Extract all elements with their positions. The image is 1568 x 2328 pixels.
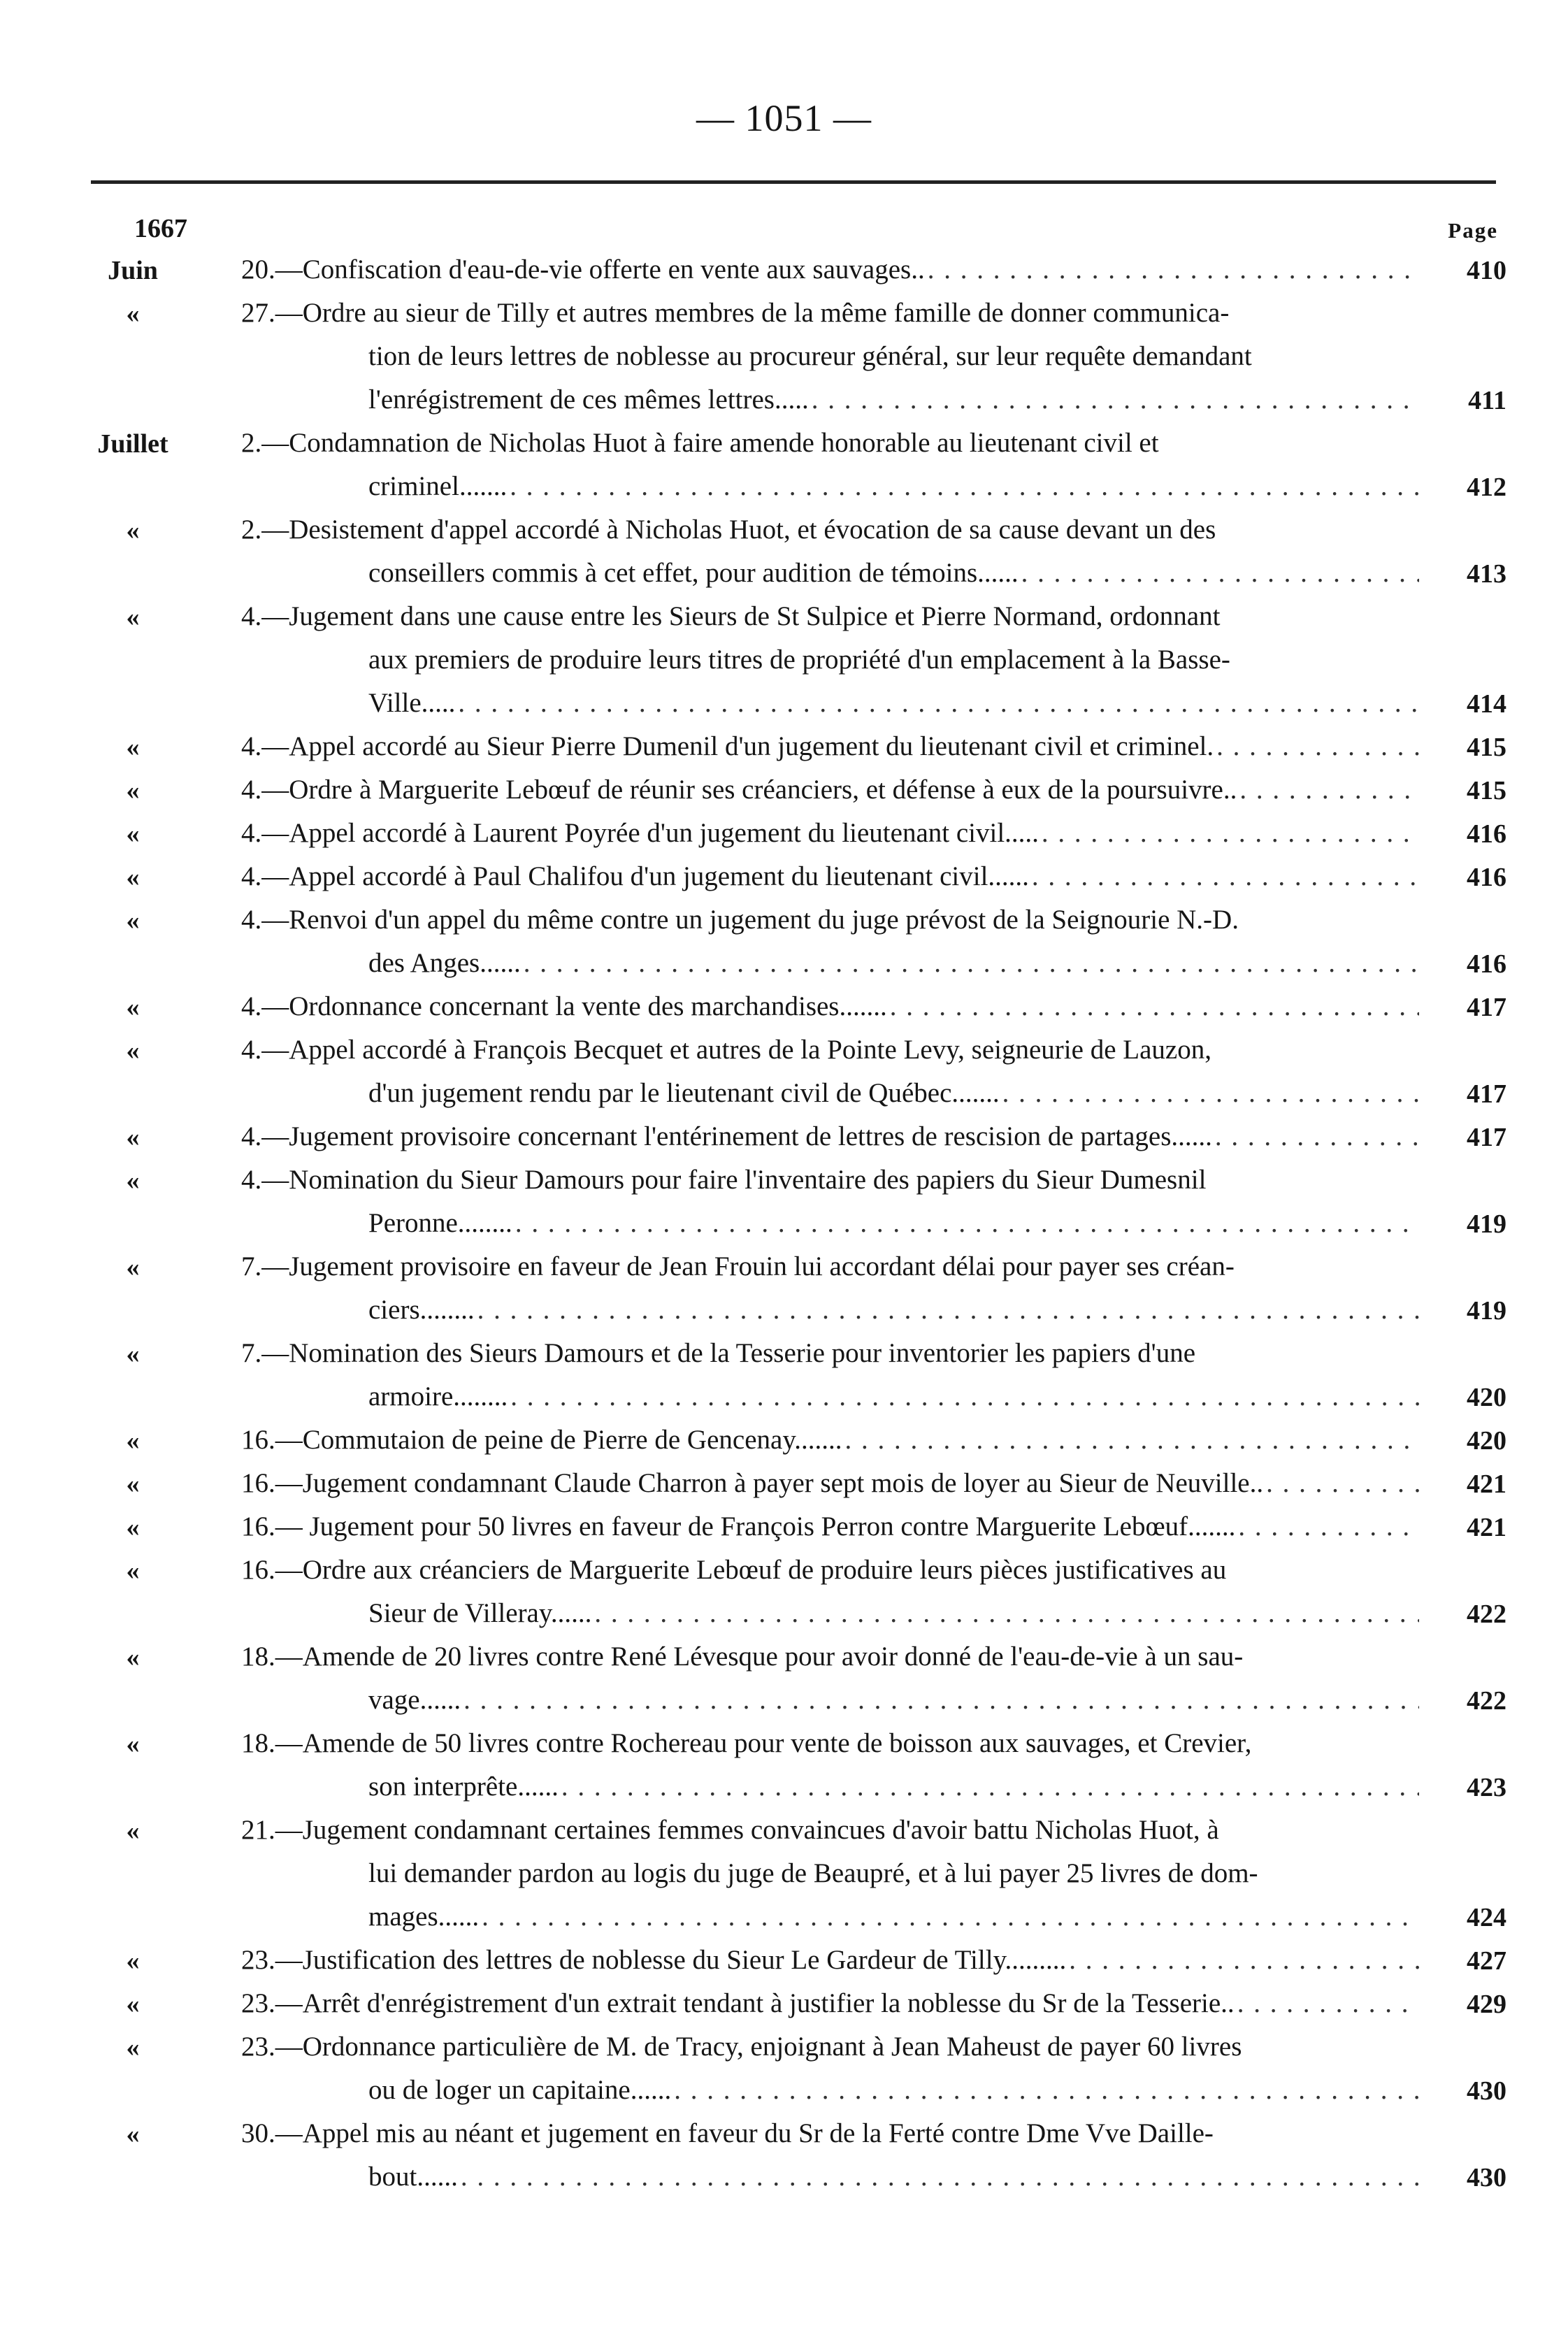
entry-page-number: 421 — [1467, 1470, 1506, 1499]
entry-text-line: 7.—Jugement provisoire en faveur de Jean Frouin lui accordant délai pour payer ses créan- — [241, 1251, 1235, 1281]
leader-dots — [1002, 1072, 1419, 1115]
entry-description — [241, 292, 1419, 422]
leader-dots — [515, 1202, 1419, 1245]
entry-month: « — [126, 1253, 140, 1282]
leader-dots — [1021, 552, 1419, 595]
leader-dots — [524, 942, 1419, 985]
entry-month: « — [126, 1946, 140, 1976]
entry-page-number: 420 — [1467, 1426, 1506, 1456]
leader-dots — [477, 1288, 1419, 1332]
entry-month: « — [126, 733, 140, 762]
entry-month: « — [126, 1339, 140, 1369]
header-rule — [91, 180, 1496, 184]
leader-dots — [890, 985, 1419, 1028]
entry-description — [241, 1549, 1419, 1635]
entry-page-number: 417 — [1467, 1079, 1506, 1109]
entry-text-line: tion de leurs lettres de noblesse au procureur général, sur leur requête demandant — [368, 341, 1252, 371]
entry-text-line: 16.— Jugement pour 50 livres en faveur de François Perron contre Marguerite Lebœuf....... — [241, 1511, 1236, 1542]
entry-description — [241, 1505, 1419, 1549]
entry-text-line: criminel....... — [368, 471, 508, 501]
entry-description — [241, 1939, 1419, 1982]
leader-dots — [482, 1895, 1419, 1939]
leader-dots — [674, 2069, 1419, 2112]
entry-month: « — [126, 1643, 140, 1672]
entry-description — [241, 1462, 1419, 1505]
entry-text-line: 16.—Jugement condamnant Claude Charron à payer sept mois de loyer au Sieur de Neuville.. — [241, 1468, 1264, 1498]
entry-month: « — [126, 603, 140, 632]
entry-page-number: 416 — [1467, 819, 1506, 849]
entry-text-line: 2.—Desistement d'appel accordé à Nicholas Huot, et évocation de sa cause devant un des — [241, 515, 1216, 545]
entry-description — [241, 2112, 1419, 2199]
entry-month: « — [126, 1470, 140, 1499]
entry-text-line: 23.—Ordonnance particulière de M. de Tracy, enjoignant à Jean Maheust de payer 60 livres — [241, 2032, 1242, 2062]
entry-text-line: 21.—Jugement condamnant certaines femmes convaincues d'avoir battu Nicholas Huot, à — [241, 1815, 1219, 1845]
leader-dots — [1216, 725, 1419, 768]
entry-month: « — [126, 993, 140, 1022]
entry-text-line: 4.—Appel accordé à Laurent Poyrée d'un jugement du lieutenant civil..... — [241, 818, 1039, 848]
entry-description — [241, 2025, 1419, 2112]
entry-description — [241, 768, 1419, 812]
entry-description — [241, 1809, 1419, 1939]
entry-page-number: 413 — [1467, 559, 1506, 589]
page-column-heading: Page — [1448, 218, 1498, 243]
entry-description — [241, 508, 1419, 595]
entry-description — [241, 1722, 1419, 1809]
year-heading: 1667 — [134, 214, 187, 243]
entry-month: « — [126, 1816, 140, 1846]
entry-text-line: bout...... — [368, 2162, 458, 2192]
entry-text-line: armoire........ — [368, 1381, 508, 1411]
entry-text-line: 23.—Justification des lettres de noblesse du Sieur Le Gardeur de Tilly......... — [241, 1945, 1067, 1975]
entry-text-line: 4.—Jugement dans une cause entre les Sieurs de St Sulpice et Pierre Normand, ordonnant — [241, 601, 1221, 631]
entry-page-number: 424 — [1467, 1903, 1506, 1932]
entry-description — [241, 422, 1419, 508]
entry-text-line: 18.—Amende de 20 livres contre René Lévesque pour avoir donné de l'eau-de-vie à un sau- — [241, 1641, 1244, 1672]
entry-description — [241, 1332, 1419, 1418]
entry-month: « — [126, 2033, 140, 2062]
entry-page-number: 430 — [1467, 2076, 1506, 2106]
entry-description — [241, 855, 1419, 898]
entry-description — [241, 1028, 1419, 1115]
entry-description — [241, 248, 1419, 292]
entry-month: « — [126, 1036, 140, 1065]
entry-description — [241, 1418, 1419, 1462]
entry-page-number: 416 — [1467, 863, 1506, 892]
entry-text-line: 4.—Appel accordé à Paul Chalifou d'un jugement du lieutenant civil...... — [241, 861, 1029, 891]
leader-dots — [458, 682, 1419, 725]
leader-dots — [1237, 1982, 1419, 2025]
entry-description — [241, 898, 1419, 985]
entry-page-number: 415 — [1467, 776, 1506, 805]
entry-text-line: son interprête...... — [368, 1772, 559, 1802]
leader-dots — [1069, 1939, 1419, 1982]
entry-text-line: 7.—Nomination des Sieurs Damours et de la Tesserie pour inventorier les papiers d'une — [241, 1338, 1195, 1368]
page-number: — 1051 — — [696, 97, 872, 139]
entry-page-number: 414 — [1467, 689, 1506, 719]
leader-dots — [594, 1592, 1419, 1635]
entry-text-line: Sieur de Villeray...... — [368, 1598, 592, 1628]
leader-dots — [845, 1418, 1419, 1462]
entry-text-line: d'un jugement rendu par le lieutenant civil de Québec....... — [368, 1078, 1000, 1108]
entry-page-number: 417 — [1467, 993, 1506, 1022]
leader-dots — [1266, 1462, 1419, 1505]
leader-dots — [510, 1375, 1419, 1418]
entry-text-line: 23.—Arrêt d'enrégistrement d'un extrait tendant à justifier la noblesse du Sr de la Tesserie.. — [241, 1988, 1235, 2018]
leader-dots — [561, 1765, 1419, 1809]
entry-description — [241, 1635, 1419, 1722]
entry-page-number: 421 — [1467, 1513, 1506, 1542]
entry-description — [241, 812, 1419, 855]
leader-dots — [928, 248, 1419, 292]
entry-text-line: des Anges...... — [368, 948, 521, 978]
entry-text-line: vage...... — [368, 1685, 461, 1715]
entry-text-line: ciers........ — [368, 1295, 475, 1325]
entry-text-line: 4.—Appel accordé à François Becquet et autres de la Pointe Levy, seigneurie de Lauzon, — [241, 1035, 1211, 1065]
entry-month: « — [126, 1730, 140, 1759]
entry-page-number: 419 — [1467, 1209, 1506, 1239]
entry-page-number: 423 — [1467, 1773, 1506, 1802]
entry-month: « — [126, 863, 140, 892]
entry-month: « — [126, 776, 140, 805]
entry-text-line: 4.—Renvoi d'un appel du même contre un jugement du juge prévost de la Seignourie N.-D. — [241, 905, 1239, 935]
leader-dots — [510, 465, 1419, 508]
entry-page-number: 417 — [1467, 1123, 1506, 1152]
entry-month: « — [126, 819, 140, 849]
entry-text-line: l'enrégistrement de ces mêmes lettres..... — [368, 385, 809, 415]
entry-text-line: 30.—Appel mis au néant et jugement en faveur du Sr de la Ferté contre Dme Vve Daille- — [241, 2118, 1214, 2148]
leader-dots — [1238, 1505, 1419, 1549]
entry-month: « — [126, 516, 140, 545]
entry-text-line: ou de loger un capitaine...... — [368, 2075, 672, 2105]
entry-text-line: Peronne........ — [368, 1208, 512, 1238]
entry-description — [241, 1115, 1419, 1158]
entry-text-line: 20.—Confiscation d'eau-de-vie offerte en vente aux sauvages.. — [241, 254, 925, 285]
entry-month: « — [126, 906, 140, 935]
entry-text-line: 4.—Ordre à Marguerite Lebœuf de réunir ses créanciers, et défense à eux de la poursuivre.. — [241, 775, 1237, 805]
leader-dots — [812, 378, 1419, 422]
entry-text-line: 2.—Condamnation de Nicholas Huot à faire amende honorable au lieutenant civil et — [241, 428, 1159, 458]
entry-page-number: 420 — [1467, 1383, 1506, 1412]
entry-month: « — [126, 1990, 140, 2019]
entry-page-number: 416 — [1467, 949, 1506, 979]
leader-dots — [461, 2155, 1419, 2199]
entry-description — [241, 985, 1419, 1028]
entry-text-line: 18.—Amende de 50 livres contre Rochereau pour vente de boisson aux sauvages, et Crevier, — [241, 1728, 1252, 1758]
entry-month: « — [126, 299, 140, 329]
entry-description — [241, 1245, 1419, 1332]
entry-text-line: aux premiers de produire leurs titres de propriété d'un emplacement à la Basse- — [368, 645, 1230, 675]
entry-page-number: 412 — [1467, 473, 1506, 502]
entry-month: « — [126, 1426, 140, 1456]
entry-page-number: 415 — [1467, 733, 1506, 762]
entry-text-line: lui demander pardon au logis du juge de Beaupré, et à lui payer 25 livres de dom- — [368, 1858, 1258, 1888]
entry-page-number: 427 — [1467, 1946, 1506, 1976]
leader-dots — [1032, 855, 1419, 898]
entry-text-line: Ville..... — [368, 688, 456, 718]
entry-page-number: 422 — [1467, 1600, 1506, 1629]
entry-month: « — [126, 2120, 140, 2149]
leader-dots — [1042, 812, 1419, 855]
entry-text-line: 16.—Commutaion de peine de Pierre de Gencenay....... — [241, 1425, 842, 1455]
entry-month: Juillet — [97, 429, 168, 459]
entry-text-line: 4.—Ordonnance concernant la vente des marchandises....... — [241, 991, 887, 1021]
entry-description — [241, 725, 1419, 768]
entry-text-line: 4.—Jugement provisoire concernant l'entérinement de lettres de rescision de partages...... — [241, 1121, 1212, 1151]
entry-text-line: 4.—Appel accordé au Sieur Pierre Dumenil d'un jugement du lieutenant civil et criminel. — [241, 731, 1214, 761]
leader-dots — [1215, 1115, 1419, 1158]
leader-dots — [463, 1679, 1419, 1722]
entry-text-line: 4.—Nomination du Sieur Damours pour faire l'inventaire des papiers du Sieur Dumesnil — [241, 1165, 1207, 1195]
entry-page-number: 411 — [1468, 386, 1506, 415]
entry-text-line: 16.—Ordre aux créanciers de Marguerite Lebœuf de produire leurs pièces justificatives au — [241, 1555, 1227, 1585]
entry-page-number: 430 — [1467, 2163, 1506, 2192]
entry-month: Juin — [108, 256, 158, 285]
entry-description — [241, 595, 1419, 725]
entry-page-number: 429 — [1467, 1990, 1506, 2019]
entry-page-number: 419 — [1467, 1296, 1506, 1325]
entry-month: « — [126, 1556, 140, 1586]
entry-description — [241, 1982, 1419, 2025]
entry-month: « — [126, 1166, 140, 1195]
entry-text-line: 27.—Ordre au sieur de Tilly et autres membres de la même famille de donner communica- — [241, 298, 1230, 328]
entry-page-number: 422 — [1467, 1686, 1506, 1716]
entry-description — [241, 1158, 1419, 1245]
leader-dots — [1239, 768, 1419, 812]
entry-text-line: conseillers commis à cet effet, pour audition de témoins...... — [368, 558, 1019, 588]
entry-month: « — [126, 1123, 140, 1152]
entry-page-number: 410 — [1467, 256, 1506, 285]
entry-text-line: mages...... — [368, 1902, 480, 1932]
entry-month: « — [126, 1513, 140, 1542]
